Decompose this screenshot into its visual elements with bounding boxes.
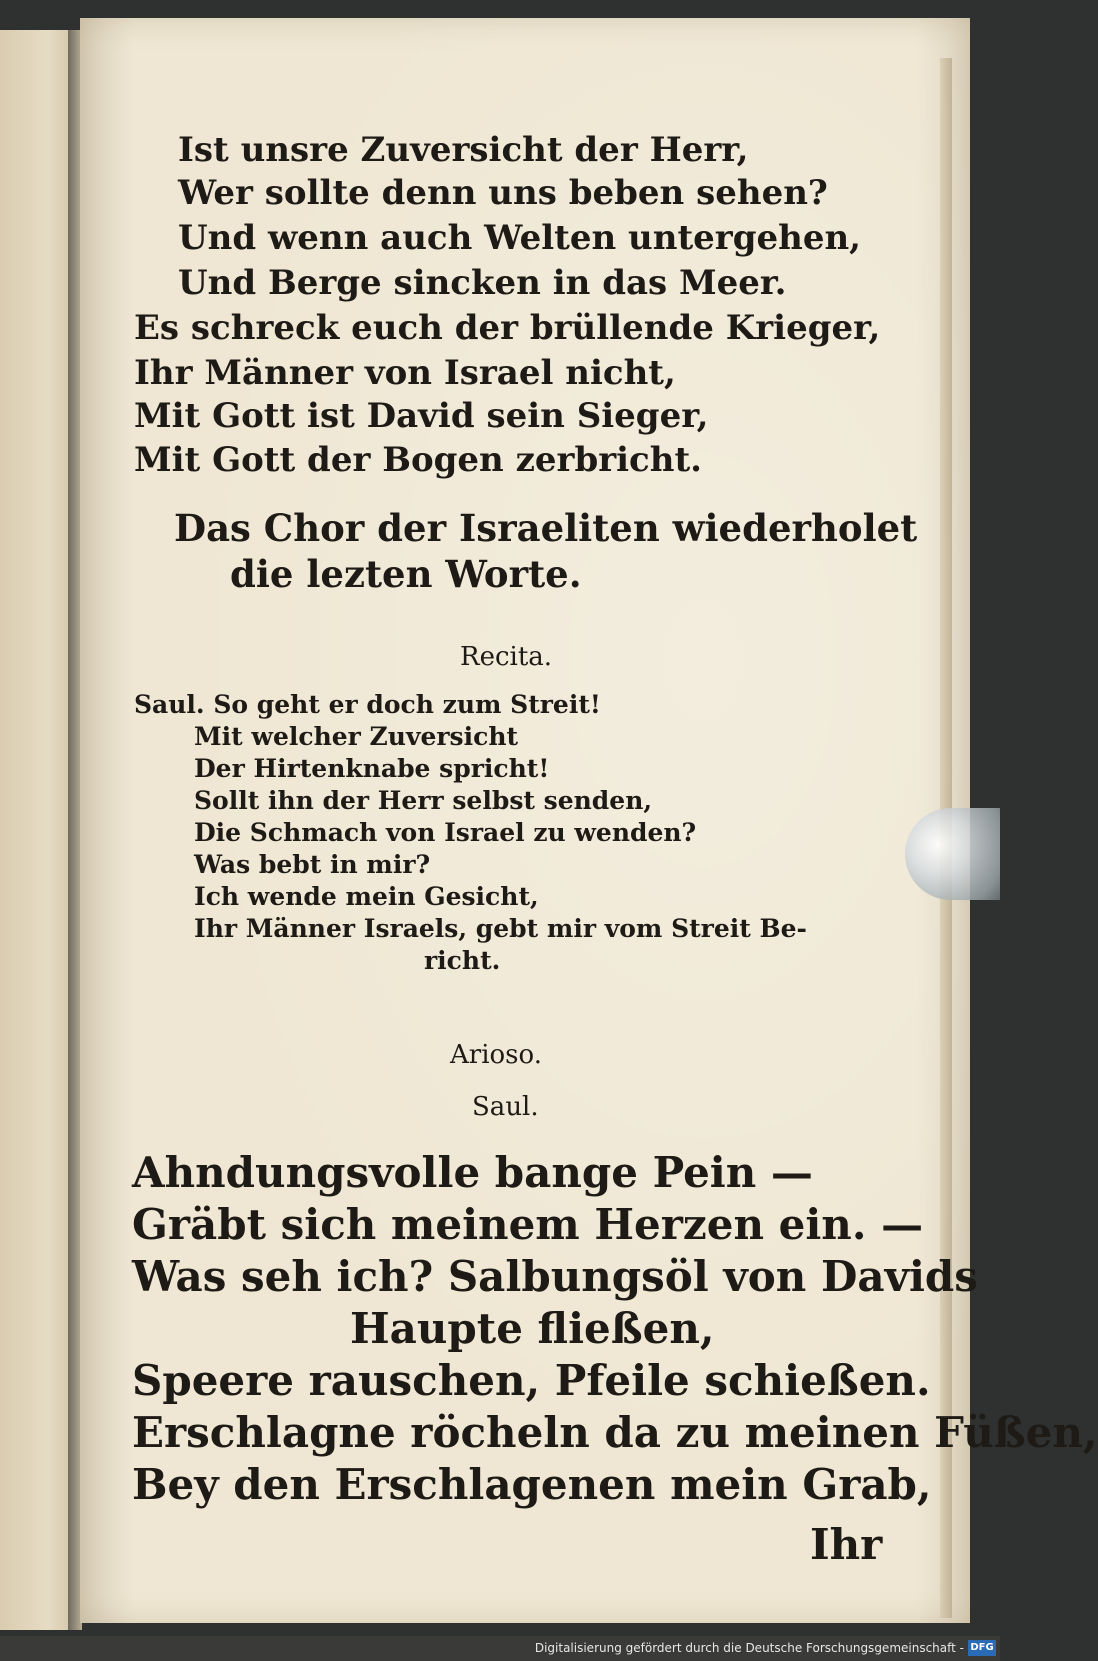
recita-line: richt. [424,946,501,975]
verse-line: Ihr Männer von Israel nicht, [134,353,676,393]
recita-line: Saul. So geht er doch zum Streit! [134,690,601,719]
recita-line: Die Schmach von Israel zu wenden? [194,818,697,847]
arioso-line: Bey den Erschlagenen mein Grab, [132,1460,932,1509]
verse-line: Mit Gott ist David sein Sieger, [134,396,709,436]
stage-direction: Das Chor der Israeliten wiederholet [174,506,918,550]
verse-line: Es schreck euch der brüllende Krieger, [134,308,881,348]
stage-direction: die lezten Worte. [230,552,582,596]
recita-line: Was bebt in mir? [194,850,431,879]
arioso-line: Ahndungsvolle bange Pein — [132,1148,813,1197]
verse-line: Wer sollte denn uns beben sehen? [178,173,828,213]
funding-note: Digitalisierung gefördert durch die Deutsche Forschungsgemeinschaft - [534,1641,964,1655]
verse-line: Und wenn auch Welten untergehen, [178,218,862,258]
catchword: Ihr [810,1520,883,1569]
recita-line: Der Hirtenknabe spricht! [194,754,550,783]
section-heading-recita: Recita. [460,642,553,672]
section-heading-arioso: Arioso. [450,1040,542,1070]
verse-line: Mit Gott der Bogen zerbricht. [134,440,703,480]
dfg-logo: DFG [968,1640,996,1656]
footer-bar [0,1636,1000,1661]
arioso-line: Erschlagne röcheln da zu meinen Füßen, [132,1408,1098,1457]
verse-line: Ist unsre Zuversicht der Herr, [178,130,749,170]
arioso-line: Gräbt sich meinem Herzen ein. — [132,1200,924,1249]
page-text [80,18,1098,1623]
speaker-label: Saul. [472,1092,539,1122]
page-clip [905,808,1000,900]
recita-line: Ihr Männer Israels, gebt mir vom Streit Be- [194,914,807,943]
arioso-line: Was seh ich? Salbungsöl von Davids [132,1252,978,1301]
recita-line: Sollt ihn der Herr selbst senden, [194,786,653,815]
verse-line: Und Berge sincken in das Meer. [178,263,787,303]
recita-line: Mit welcher Zuversicht [194,722,519,751]
book-page [80,18,1098,1623]
arioso-line: Speere rauschen, Pfeile schießen. [132,1356,931,1405]
recita-line: Ich wende mein Gesicht, [194,882,539,911]
arioso-line: Haupte fließen, [350,1304,715,1353]
